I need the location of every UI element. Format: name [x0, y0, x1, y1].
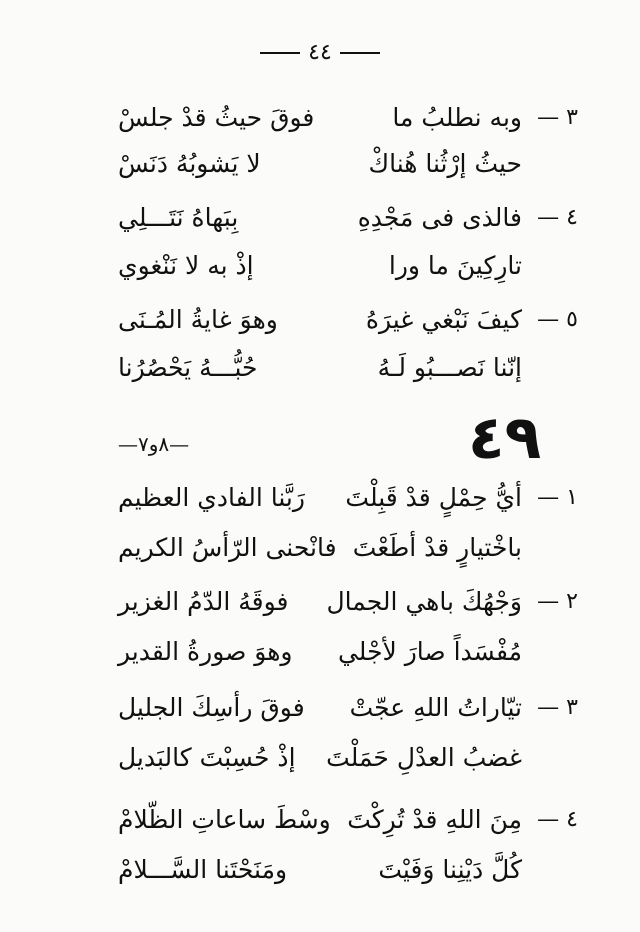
page-number: [0, 40, 640, 65]
verse-second-hemistich: فانْحنى الرّأسُ الكريم: [118, 532, 337, 562]
verse-second-hemistich: ومَنَحْتَنا السَّـــلامْ: [118, 854, 288, 884]
verse-second-hemistich: رَبَّنا الفادي العظيم: [118, 482, 305, 512]
page-number-dash-left: [260, 52, 300, 54]
verse-line: [118, 524, 578, 570]
verse-first-hemistich: كيفَ نَبْغي غيرَهُ: [365, 304, 522, 334]
verse-second-hemistich: وهوَ صورةُ القدير: [118, 636, 293, 666]
verse-first-hemistich: باخْتيارٍ قدْ أطَعْتَ: [352, 532, 522, 562]
verse-line: [118, 242, 578, 288]
verse-line: [118, 578, 578, 624]
verse-first-hemistich: فالذى فى مَجْدِهِ: [357, 202, 522, 232]
verse-line: [118, 628, 578, 674]
verse-line: [118, 194, 578, 240]
hymn-number: ٤٩: [468, 403, 542, 473]
verse-first-hemistich: مُفْسَداً صارَ لأجْلي: [337, 636, 522, 666]
verse-line: [118, 684, 578, 730]
verse-line: [118, 94, 578, 140]
verse-number: ٥ —: [537, 306, 578, 332]
verse-first-hemistich: كُلَّ دَيْنِنا وَفَيْتَ: [378, 854, 522, 884]
verse-first-hemistich: تيّاراتُ اللهِ عجّتْ: [349, 692, 522, 722]
verse-second-hemistich: فوقَ حيثُ قدْ جلسْ: [118, 102, 315, 132]
verse-first-hemistich: تارِكِينَ ما ورا: [388, 250, 522, 280]
verse-number: ٢ —: [537, 588, 578, 614]
verse-first-hemistich: حيثُ إرْثُنا هُناكْ: [368, 148, 522, 178]
verse-line: [118, 140, 578, 186]
verse-second-hemistich: فوقَهُ الدّمُ الغزير: [118, 586, 289, 616]
verse-second-hemistich: إذْ حُسِبْتَ كالبَديل: [118, 742, 296, 772]
verse-first-hemistich: أيُّ حِمْلٍ قدْ قَبِلْتَ: [345, 482, 522, 512]
verse-first-hemistich: وبه نطلبُ ما: [392, 102, 522, 132]
page-number-dash-right: [340, 52, 380, 54]
verse-first-hemistich: وَجْهُكَ باهي الجمال: [326, 586, 522, 616]
verse-line: [118, 796, 578, 842]
verse-line: [118, 474, 578, 520]
verse-line: [118, 846, 578, 892]
verse-second-hemistich: وهوَ غايةُ المُـنَى: [118, 304, 278, 334]
verse-second-hemistich: إذْ به لا نَنْغوي: [118, 250, 254, 280]
verse-second-hemistich: بِبَهاهُ نَتَـــلِي: [118, 202, 239, 232]
verse-line: [118, 344, 578, 390]
verse-line: [118, 296, 578, 342]
verse-first-hemistich: غضبُ العدْلِ حَمَلْتَ: [326, 742, 522, 772]
verse-second-hemistich: وسْطَ ساعاتِ الظّلامْ: [118, 804, 331, 834]
verse-second-hemistich: فوقَ رأسِكَ الجليل: [118, 692, 305, 722]
verse-number: ٣ —: [537, 694, 578, 720]
verse-number: ٤ —: [537, 204, 578, 230]
meter-mark: —٨و٧—: [118, 432, 190, 456]
verse-second-hemistich: حُبُّـــهُ يَحْصُرُنا: [118, 352, 258, 382]
verse-line: [118, 734, 578, 780]
verse-number: ١ —: [537, 484, 578, 510]
verse-first-hemistich: مِنَ اللهِ قدْ تُرِكْتَ: [347, 804, 522, 834]
verse-first-hemistich: إنّنا نَصـــبُو لَـهُ: [377, 352, 522, 382]
verse-number: ٤ —: [537, 806, 578, 832]
page-number-text: ٤٤: [308, 40, 332, 65]
verse-second-hemistich: لا يَشوبُهُ دَنَسْ: [118, 148, 261, 178]
verse-number: ٣ —: [537, 104, 578, 130]
